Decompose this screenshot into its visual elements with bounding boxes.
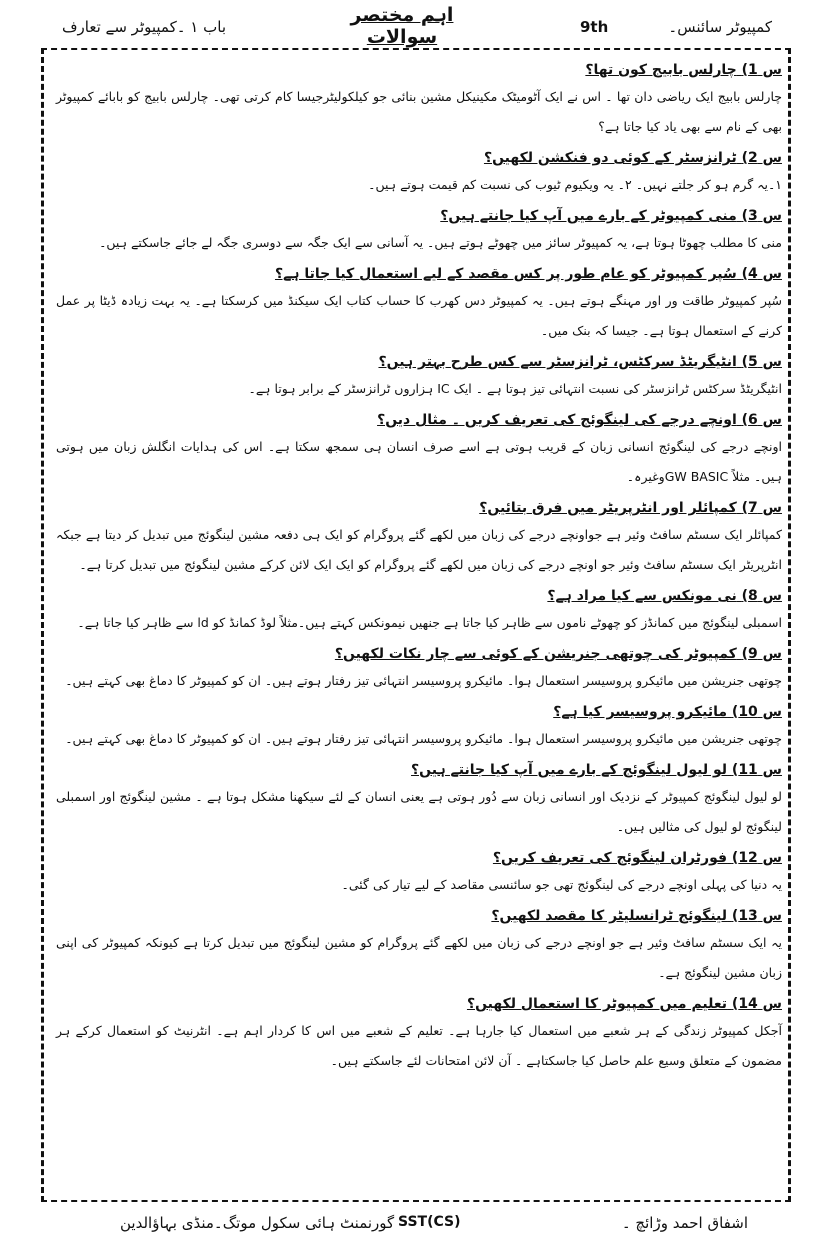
question-list xyxy=(56,54,782,1076)
question-number: س 8) xyxy=(741,588,782,604)
author-designation: SST(CS) xyxy=(398,1214,461,1230)
qa-item xyxy=(56,700,782,754)
question-number: س 12) xyxy=(731,850,782,866)
answer-text: چارلس بابیج ایک ریاضی دان تھا ۔ اس نے ایک آٹومیٹک مکینیکل مشین بنائی جو کیلکولیٹرجیسا کام کرتی تھی۔ چارلس بابیج کو بابائے کمپیوٹر بھی کے نام سے بھی یاد کیا جاتا ہے؟ xyxy=(56,89,782,134)
question-text: کمپائلر اور انٹرپریٹر میں فرق بتائیں؟ xyxy=(479,500,737,516)
school-name: گورنمنٹ ہائی سکول موتگ۔منڈی بہاؤالدین xyxy=(120,1214,395,1232)
qa-item xyxy=(56,58,782,142)
question-heading xyxy=(56,642,782,666)
answer-text: سُپر کمپیوٹر طاقت ور اور مہنگے ہوتے ہیں۔ یہ کمپیوٹر دس کھرب کا حساب کتاب ایک سیکنڈ میں کرسکتا ہے۔ یہ بہت زیادہ ڈیٹا پر عمل کرنے کے استعمال ہوتا ہے۔ جیسا کہ بنک میں۔ xyxy=(56,293,782,338)
answer-text: ۱۔یہ گرم ہو کر جلتے نہیں۔ ۲۔ یہ ویکیوم ٹیوب کی نسبت کم قیمت ہوتے ہیں۔ xyxy=(368,177,782,192)
answer-text: اونچے درجے کی لینگوئج انسانی زبان کے قریب ہوتی ہے اسے صرف انسان ہی سمجھ سکتا ہے۔ اس کی ہدایات انگلش زبان میں ہوتی ہیں۔ مثلاً GW BASICوغیرہ۔ xyxy=(56,439,782,484)
question-heading xyxy=(56,204,782,228)
question-text: چارلس بابیج کون تھا؟ xyxy=(585,62,737,78)
question-number: س 2) xyxy=(741,150,782,166)
answer-text: اسمبلی لینگوئج میں کمانڈز کو چھوٹے ناموں سے ظاہر کیا جاتا ہے جنھیں نیمونکس کہتے ہیں۔مثلاً لوڈ کمانڈ کو ld سے ظاہر کیا جاتا ہے۔ xyxy=(77,615,782,630)
answer-text: چوتھی جنریشن میں مائیکرو پروسیسر استعمال ہوا۔ مائیکرو پروسیسر انتہائی تیز رفتار ہوتے ہیں۔ ان کو کمپیوٹر کا دماغ بھی کہتے ہیں۔ xyxy=(65,673,782,688)
answer-text: کمپائلر ایک سسٹم سافٹ وئیر ہے جواونچے درجے کی زبان میں لکھے گئے پروگرام کو ایک ہی دفعہ مشین لینگوئج میں تبدیل کر دیتا ہے جبکہ انٹرپریٹر ایک سسٹم سافٹ وئیر جو اونچے درجے کی زبان میں لکھے گئے پروگرام کو ایک ایک لائن کرکے مشین لینگوئج میں تبدیل کرتا ہے۔ xyxy=(56,527,782,572)
answer-text: انٹیگریٹڈ سرکٹس ٹرانزسٹر کی نسبت انتہائی تیز ہوتا ہے ۔ ایک IC ہزاروں ٹرانزسٹر کے برابر ہوتا ہے۔ xyxy=(248,381,782,396)
question-number: س 3) xyxy=(741,208,782,224)
question-text: لینگوئج ٹرانسلیٹر کا مقصد لکھیں؟ xyxy=(491,908,728,924)
question-number: س 6) xyxy=(741,412,782,428)
page-title: اہم مختصر سوالات xyxy=(350,4,454,48)
question-text: تعلیم میں کمپیوٹر کا استعمال لکھیں؟ xyxy=(466,996,728,1012)
qa-item xyxy=(56,846,782,900)
subject-label: کمپیوٹر سائنس۔ xyxy=(668,18,772,36)
answer-text: آجکل کمپیوٹر زندگی کے ہر شعبے میں استعمال کیا جارہا ہے۔ تعلیم کے شعبے میں اس کا کردار اہم ہے۔ انٹرنیٹ کو استعمال کرکے ہر مضمون کے متعلق وسیع علم حاصل کیا جاسکتاہے ۔ آن لائن امتحانات لئے جاسکتے ہیں۔ xyxy=(56,1023,782,1068)
qa-item xyxy=(56,904,782,988)
qa-item xyxy=(56,992,782,1076)
grade-label: 9th xyxy=(580,18,609,36)
chapter-label: باب ۱ ۔کمپیوٹر سے تعارف xyxy=(62,18,226,36)
question-text: اونچے درجے کی لینگوئج کی تعریف کریں ۔ مثال دیں؟ xyxy=(377,412,737,428)
question-number: س 4) xyxy=(741,266,782,282)
question-heading xyxy=(56,992,782,1016)
page-footer xyxy=(0,1204,816,1248)
question-heading xyxy=(56,58,782,82)
answer-text: یہ ایک سسٹم سافٹ وئیر ہے جو اونچے درجے کی زبان میں لکھے گئے پروگرام کو مشین لینگوئج میں تبدیل کرتا ہے کیونکہ کمپیوٹر کی اپنی زبان مشین لینگوئج ہے۔ xyxy=(56,935,782,980)
question-text: فورٹران لینگوئج کی تعریف کریں؟ xyxy=(492,850,728,866)
question-text: مائیکرو پروسیسر کیا ہے؟ xyxy=(553,704,728,720)
question-heading xyxy=(56,758,782,782)
question-heading xyxy=(56,262,782,286)
answer-text: چوتھی جنریشن میں مائیکرو پروسیسر استعمال ہوا۔ مائیکرو پروسیسر انتہائی تیز رفتار ہوتے ہیں۔ ان کو کمپیوٹر کا دماغ بھی کہتے ہیں۔ xyxy=(65,731,782,746)
question-heading xyxy=(56,496,782,520)
question-text: ٹرانزسٹر کے کوئی دو فنکشن لکھیں؟ xyxy=(483,150,737,166)
question-number: س 9) xyxy=(741,646,782,662)
qa-item xyxy=(56,584,782,638)
question-heading xyxy=(56,904,782,928)
question-number: س 5) xyxy=(741,354,782,370)
qa-item xyxy=(56,496,782,580)
question-text: سُپر کمپیوٹر کو عام طور پر کس مقصد کے لیے استعمال کیا جاتا ہے؟ xyxy=(274,266,737,282)
question-number: س 14) xyxy=(731,996,782,1012)
question-number: س 7) xyxy=(741,500,782,516)
answer-text: یہ دنیا کی پہلی اونچے درجے کی لینگوئج تھی جو سائنسی مقاصد کے لیے تیار کی گئی۔ xyxy=(341,877,782,892)
answer-text: لو لیول لینگوئج کمپیوٹر کے نزدیک اور انسانی زبان سے دُور ہوتی ہے یعنی انسان کے لئے سیکھنا مشکل ہوتا ہے ۔ مشین لینگوئج اور اسمبلی لینگوئج لو لیول کی مثالیں ہیں۔ xyxy=(56,789,782,834)
qa-item xyxy=(56,350,782,404)
question-text: لو لیول لینگوئج کے بارے میں آپ کیا جانتے ہیں؟ xyxy=(411,762,728,778)
question-heading xyxy=(56,846,782,870)
qa-item xyxy=(56,642,782,696)
qa-item xyxy=(56,408,782,492)
answer-text: منی کا مطلب چھوٹا ہوتا ہے، یہ کمپیوٹر سائز میں چھوٹے ہوتے ہیں۔ یہ آسانی سے ایک جگہ سے دوسری جگہ لے جائے جاسکتے ہیں۔ xyxy=(99,235,782,250)
qa-item xyxy=(56,204,782,258)
question-text: انٹیگریٹڈ سرکٹس، ٹرانزسٹر سے کس طرح بہتر ہیں؟ xyxy=(378,354,737,370)
question-heading xyxy=(56,584,782,608)
page-header xyxy=(0,0,816,48)
question-text: کمپیوٹر کی چوتھی جنریشن کے کوئی سے چار نکات لکھیں؟ xyxy=(334,646,737,662)
question-number: س 13) xyxy=(731,908,782,924)
qa-item xyxy=(56,262,782,346)
question-heading xyxy=(56,700,782,724)
question-number: س 1) xyxy=(741,62,782,78)
question-number: س 11) xyxy=(731,762,782,778)
question-heading xyxy=(56,146,782,170)
question-heading xyxy=(56,408,782,432)
question-text: منی کمپیوٹر کے بارے میں آپ کیا جانتے ہیں؟ xyxy=(440,208,737,224)
question-heading xyxy=(56,350,782,374)
qa-item xyxy=(56,758,782,842)
author-name: اشفاق احمد وڑائچ ۔ xyxy=(621,1214,748,1232)
question-number: س 10) xyxy=(731,704,782,720)
qa-item xyxy=(56,146,782,200)
question-text: نی مونکس سے کیا مراد ہے؟ xyxy=(547,588,737,604)
